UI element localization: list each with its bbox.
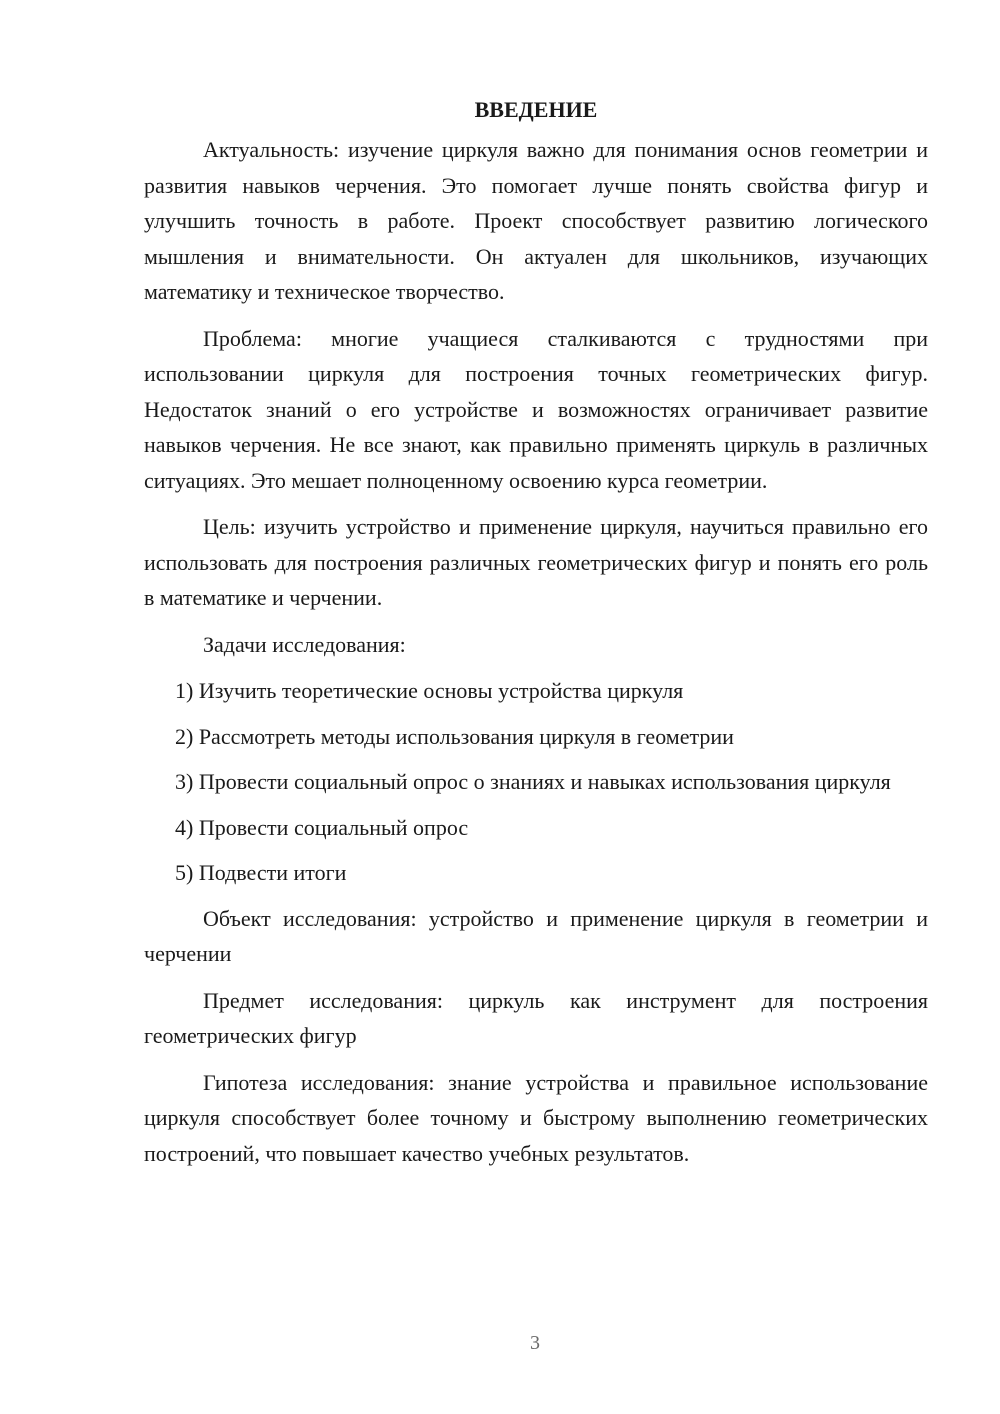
problem-paragraph: Проблема: многие учащиеся сталкиваются с трудностями при использовании циркуля для построения точных геометрических фигур. Недостаток знаний о его устройстве и возможностях ограничивает развитие навыков черчения. Не все знают, как правильно применять циркуль в различных ситуациях. Это мешает полноценному освоению курса геометрии. [144,325,928,493]
subject-paragraph: Предмет исследования: циркуль как инструмент для построения геометрических фигур [144,987,928,1048]
section-heading: ВВЕДЕНИЕ [474,97,598,122]
tasks-title: Задачи исследования: [203,631,406,657]
hypothesis-paragraph: Гипотеза исследования: знание устройства и правильное использование циркуля способствует более точному и быстрому выполнению геометрических построений, что повышает качество учебных результатов. [144,1069,928,1166]
task-item: 3) Провести социальный опрос о знаниях и навыках использования циркуля [175,769,891,794]
goal-paragraph: Цель: изучить устройство и применение циркуля, научиться правильно его использовать для построения различных геометрических фигур и понять его роль в математике и черчении. [144,514,928,610]
object-paragraph: Объект исследования: устройство и применение циркуля в геометрии и черчении [144,905,928,966]
task-item: 4) Провести социальный опрос [175,814,469,840]
task-item: 5) Подвести итоги [175,860,347,885]
document-page [144,88,928,1182]
page-number: 3 [530,1332,540,1354]
task-item: 1) Изучить теоретические основы устройства циркуля [175,678,684,703]
tasks-list [144,673,928,891]
relevance-paragraph: Актуальность: изучение циркуля важно для понимания основ геометрии и развития навыков черчения. Это помогает лучше понять свойства фигур и улучшить точность в работе. Проект способствует развитию логического мышления и внимательности. Он актуален для школьников, изучающих математику и техническое творчество. [144,137,928,304]
task-item: 2) Рассмотреть методы использования циркуля в геометрии [175,723,734,749]
